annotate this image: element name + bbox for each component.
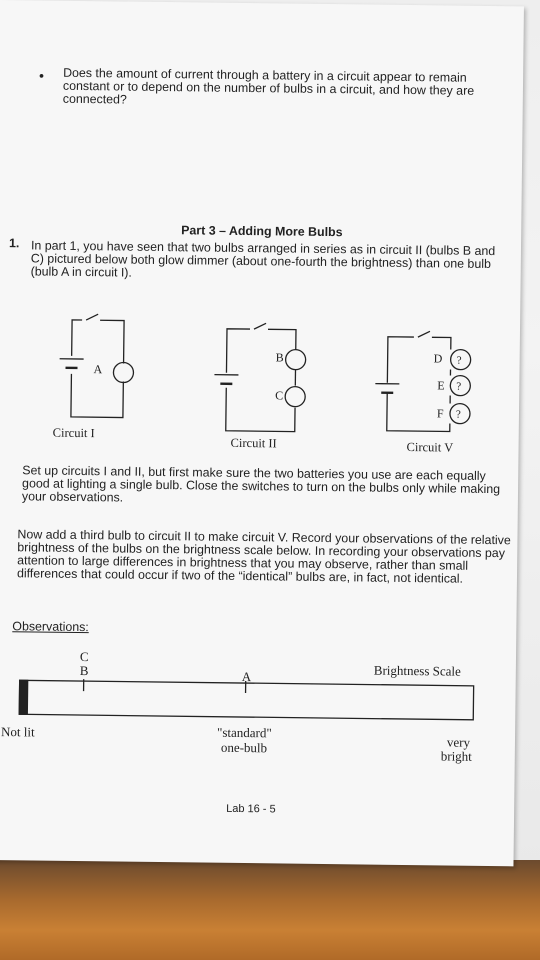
scale-mark-b: B bbox=[79, 663, 89, 679]
bulb-label-d: D bbox=[433, 351, 443, 366]
bulb-label-c: C bbox=[275, 388, 284, 403]
jacket-background bbox=[0, 860, 540, 960]
brightness-scale bbox=[19, 678, 473, 720]
add-bulb-instructions: Now add a third bulb to circuit II to make circuit V. Record your observations of the relative brightness of the bulbs on the brightness scale below. In recording your observations pay attention to large differences in brightness that you may observe, rather than small differences that could occur if two of the “identical” bulbs are, in fact, not identical. bbox=[16, 527, 511, 586]
bulb-b-icon bbox=[286, 350, 306, 370]
scale-right-label-2: bright bbox=[440, 748, 472, 764]
circuit-1-caption: Circuit I bbox=[52, 425, 95, 441]
circuit-2-caption: Circuit II bbox=[230, 435, 277, 451]
part-title: Part 3 – Adding More Bulbs bbox=[181, 223, 343, 240]
bulb-c-icon bbox=[285, 387, 305, 407]
bulb-label-a: A bbox=[93, 362, 103, 377]
scale-dark-end bbox=[19, 680, 27, 714]
bulb-a-icon bbox=[113, 362, 133, 382]
bulb-label-f: F bbox=[436, 406, 444, 421]
bulb-label-b: B bbox=[275, 350, 284, 365]
scale-title: Brightness Scale bbox=[373, 662, 461, 679]
scale-bar bbox=[19, 680, 473, 720]
page-footer: Lab 16 - 5 bbox=[226, 802, 276, 816]
bulb-mark-f: ? bbox=[455, 408, 461, 421]
observations-heading: Observations: bbox=[12, 619, 89, 635]
setup-instructions: Set up circuits I and II, but first make sure the two batteries you use are each equally good at lighting a single bulb. Close the switches to turn on the bulbs only while making your observations. bbox=[21, 463, 501, 505]
scale-left-label: Not lit bbox=[0, 724, 35, 740]
question-text: Does the amount of current through a battery in a circuit appear to remain constant or to depend on the number of bulbs in a circuit, and how they are connected? bbox=[62, 65, 475, 107]
bulb-label-e: E bbox=[437, 378, 445, 393]
scale-mark-c: C bbox=[79, 649, 89, 665]
scale-mark-a: A bbox=[241, 669, 252, 685]
scale-middle-label-2: one-bulb bbox=[220, 739, 268, 756]
bulb-mark-e: ? bbox=[456, 380, 462, 393]
bullet-mark: • bbox=[38, 67, 45, 84]
item-text: In part 1, you have seen that two bulbs arranged in series as in circuit II (bulbs B and C) pictured below both glow dimmer (about one-fourth the brightness) than one bulb (bulb A in circuit I). bbox=[30, 238, 496, 280]
circuit-2-wiring bbox=[214, 323, 306, 432]
scale-right-label-1: very bbox=[446, 734, 471, 750]
scale-middle-label-1: "standard" bbox=[216, 724, 272, 741]
bulb-mark-d: ? bbox=[456, 354, 462, 367]
item-number: 1. bbox=[8, 236, 20, 251]
circuit-5-caption: Circuit V bbox=[406, 440, 454, 455]
